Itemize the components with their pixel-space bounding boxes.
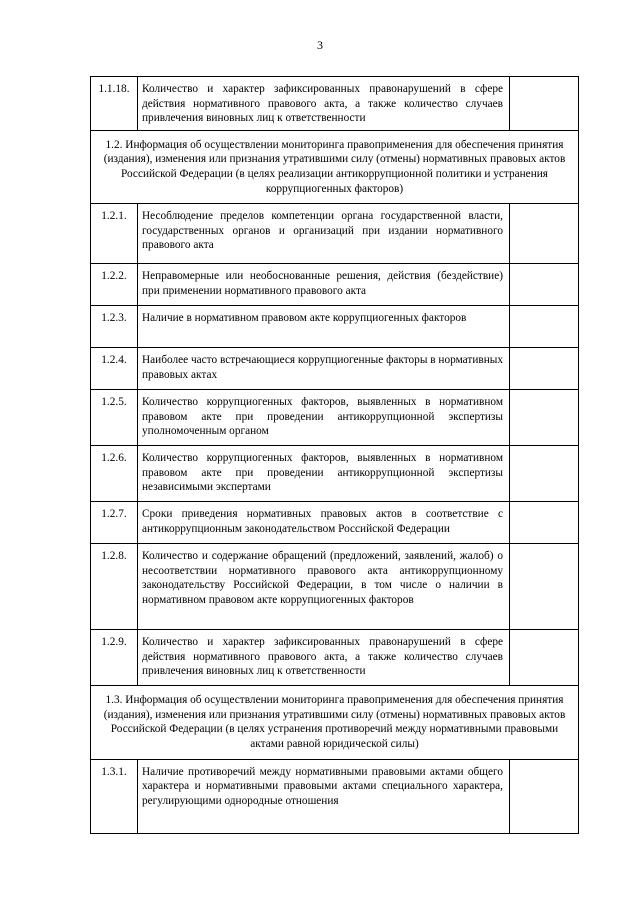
item-value-cell[interactable] [510,306,579,348]
item-number: 1.2.3. [91,306,138,348]
item-text: Количество коррупциогенных факторов, выявленных в нормативном правовом акте при проведении антикоррупционной экспертизы независимыми экспертами [138,446,510,502]
page-number: 3 [317,38,323,52]
item-number: 1.2.6. [91,446,138,502]
item-text: Неправомерные или необоснованные решения, действия (бездействие) при применении нормативного правового акта [138,264,510,306]
item-number: 1.2.7. [91,502,138,544]
table-row [91,502,579,544]
item-value-cell[interactable] [510,264,579,306]
table-row [91,77,579,131]
item-value-cell[interactable] [510,348,579,390]
item-text: Наличие противоречий между нормативными правовыми актами общего характера и нормативными правовыми актами специального характера, регулирующими однородные отношения [138,759,510,833]
table-row [91,544,579,630]
item-number: 1.2.2. [91,264,138,306]
item-value-cell[interactable] [510,390,579,446]
item-text: Количество и характер зафиксированных правонарушений в сфере действия нормативного правового акта, а также количество случаев привлечения виновных лиц к ответственности [138,630,510,686]
table-row [91,204,579,264]
item-text: Количество коррупциогенных факторов, выявленных в нормативном правовом акте при проведении антикоррупционной экспертизы уполномоченным органом [138,390,510,446]
item-text: Наличие в нормативном правовом акте коррупциогенных факторов [138,306,510,348]
item-number: 1.3.1. [91,759,138,833]
section-header: 1.2. Информация об осуществлении мониторинга правоприменения для обеспечения принятия (издания), изменения или признания утратившими силу (отмены) нормативных правовых актов Российской Федерации (в целях реализации антикоррупционной политики и устранения коррупциогенных факторов) [91,130,579,203]
monitoring-table [90,76,579,834]
item-number: 1.2.5. [91,390,138,446]
item-text: Наиболее часто встречающиеся коррупциогенные факторы в нормативных правовых актах [138,348,510,390]
item-number: 1.2.8. [91,544,138,630]
item-number: 1.2.4. [91,348,138,390]
item-text: Сроки приведения нормативных правовых актов в соответствие с антикоррупционным законодательством Российской Федерации [138,502,510,544]
item-text: Количество и характер зафиксированных правонарушений в сфере действия нормативного правового акта, а также количество случаев привлечения виновных лиц к ответственности [138,77,510,131]
item-value-cell[interactable] [510,77,579,131]
section-row [91,130,579,203]
item-number: 1.1.18. [91,77,138,131]
item-value-cell[interactable] [510,630,579,686]
item-value-cell[interactable] [510,502,579,544]
table-row [91,348,579,390]
table-row [91,759,579,833]
item-value-cell[interactable] [510,759,579,833]
section-header: 1.3. Информация об осуществлении мониторинга правоприменения для обеспечения принятия (издания), изменения или признания утратившими силу (отмены) нормативных правовых актов Российской Федерации (в целях устранения противоречий между нормативными правовыми актами равной юридической силы) [91,686,579,759]
section-row [91,686,579,759]
item-number: 1.2.9. [91,630,138,686]
table-row [91,306,579,348]
item-text: Несоблюдение пределов компетенции органа государственной власти, государственных органов и организаций при издании нормативного правового акта [138,204,510,264]
item-value-cell[interactable] [510,204,579,264]
table-row [91,264,579,306]
table-row [91,446,579,502]
item-number: 1.2.1. [91,204,138,264]
item-value-cell[interactable] [510,544,579,630]
item-text: Количество и содержание обращений (предложений, заявлений, жалоб) о несоответствии нормативного правового акта антикоррупционному законодательству Российской Федерации, в том числе о наличии в нормативном правовом акте коррупциогенных факторов [138,544,510,630]
table-row [91,630,579,686]
item-value-cell[interactable] [510,446,579,502]
table-row [91,390,579,446]
